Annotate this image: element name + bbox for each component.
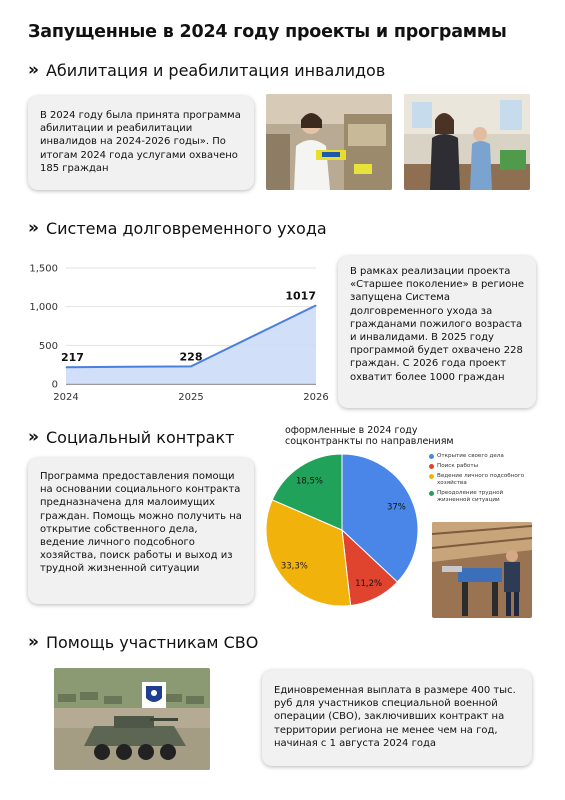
pie-slice-label: 18,5% xyxy=(295,476,323,487)
y-tick-label: 500 xyxy=(38,340,58,352)
ltc-info-text: В рамках реализации проекта «Старшее поколение» в регионе запущена Система долговременного ухода за гражданами пожилого возраста и инвалидами. В 2025 году программой будет охвачено 228 граждан. С 2026 года проект охватит более 1000 граждан xyxy=(350,266,525,383)
section-heading-text: Система долговременного ухода xyxy=(45,218,327,238)
contract-photo-image xyxy=(432,522,532,618)
section-heading-text: Социальный контракт xyxy=(45,427,235,447)
page-title: Запущенные в 2024 году проекты и программы xyxy=(28,22,507,42)
legend-item xyxy=(429,453,537,460)
rehab-photo-2 xyxy=(404,94,530,190)
section-heading-text: Абилитация и реабилитация инвалидов xyxy=(45,60,386,80)
legend-item xyxy=(429,473,537,487)
rehab-info-card xyxy=(28,96,254,190)
x-tick-label: 2026 xyxy=(303,392,329,403)
chevron-right-icon: » xyxy=(28,632,36,652)
y-tick-label: 0 xyxy=(51,379,58,391)
contract-info-text: Программа предоставления помощи на основании социального контракта предназначена для малоимущих граждан. Помощь можно получить на открытие собственного дела, ведение личного подсобного хозяйства, поиск работы и выход из трудной жизненной ситуации xyxy=(40,471,242,575)
area-fill xyxy=(66,305,316,384)
data-label: 217 xyxy=(61,351,84,365)
section-heading-text: Помощь участникам СВО xyxy=(45,632,259,652)
section-heading-rehab xyxy=(28,60,385,80)
contract-photo xyxy=(432,522,532,618)
section-heading-ltc xyxy=(28,218,327,238)
legend-swatch xyxy=(429,464,434,469)
svo-info-card xyxy=(262,670,532,766)
section-heading-svo xyxy=(28,632,258,652)
legend-swatch xyxy=(429,454,434,459)
legend-swatch xyxy=(429,474,434,479)
pie-slice-label: 11,2% xyxy=(355,578,383,589)
data-point xyxy=(316,305,317,306)
svo-photo-image xyxy=(54,668,210,770)
section-heading-contract xyxy=(28,427,234,447)
svo-info-text: Единовременная выплата в размере 400 тыс. руб для участников специальной военной операции (СВО), заключивших контракт на территории региона не менее чем на год, начиная с 1 августа 2024 года xyxy=(274,685,516,749)
legend-item xyxy=(429,490,537,504)
data-label: 1017 xyxy=(285,289,316,303)
legend-item xyxy=(429,463,537,470)
rehab-photo-2-image xyxy=(404,94,530,190)
pie-slice-label: 37% xyxy=(386,502,406,513)
y-tick-label: 1,500 xyxy=(29,263,58,275)
ltc-area-chart xyxy=(20,258,330,408)
data-point xyxy=(191,366,192,367)
y-tick-label: 1,000 xyxy=(29,302,58,314)
ltc-info-card xyxy=(338,256,536,408)
x-tick-label: 2025 xyxy=(178,392,204,403)
legend-label: Преодоление трудной жизненной ситуации xyxy=(437,489,504,503)
chevron-right-icon: » xyxy=(28,218,36,238)
chevron-right-icon: » xyxy=(28,60,36,80)
x-tick-label: 2024 xyxy=(53,392,79,403)
contract-info-card xyxy=(28,458,254,604)
pie-chart-legend xyxy=(429,453,537,507)
rehab-photo-1-image xyxy=(266,94,392,190)
data-label: 228 xyxy=(179,350,203,364)
pie-slice-label: 33,3% xyxy=(280,561,308,572)
rehab-photo-1 xyxy=(266,94,392,190)
contract-pie-chart xyxy=(262,450,422,610)
legend-label: Открытие своего дела xyxy=(437,453,504,459)
legend-label: Ведение личного подсобного хозяйства xyxy=(437,472,525,486)
data-point xyxy=(66,367,67,368)
legend-swatch xyxy=(429,491,434,496)
svo-photo xyxy=(54,668,210,770)
chevron-right-icon: » xyxy=(28,427,36,447)
pie-chart-title: оформленные в 2024 году соцконтранкты по направлениям xyxy=(285,425,454,447)
legend-label: Поиск работы xyxy=(437,462,479,469)
rehab-info-text: В 2024 году была принята программа абилитации и реабилитации инвалидов на 2024-2026 годы». По итогам 2024 года услугами охвачено 185 граждан xyxy=(40,110,241,174)
